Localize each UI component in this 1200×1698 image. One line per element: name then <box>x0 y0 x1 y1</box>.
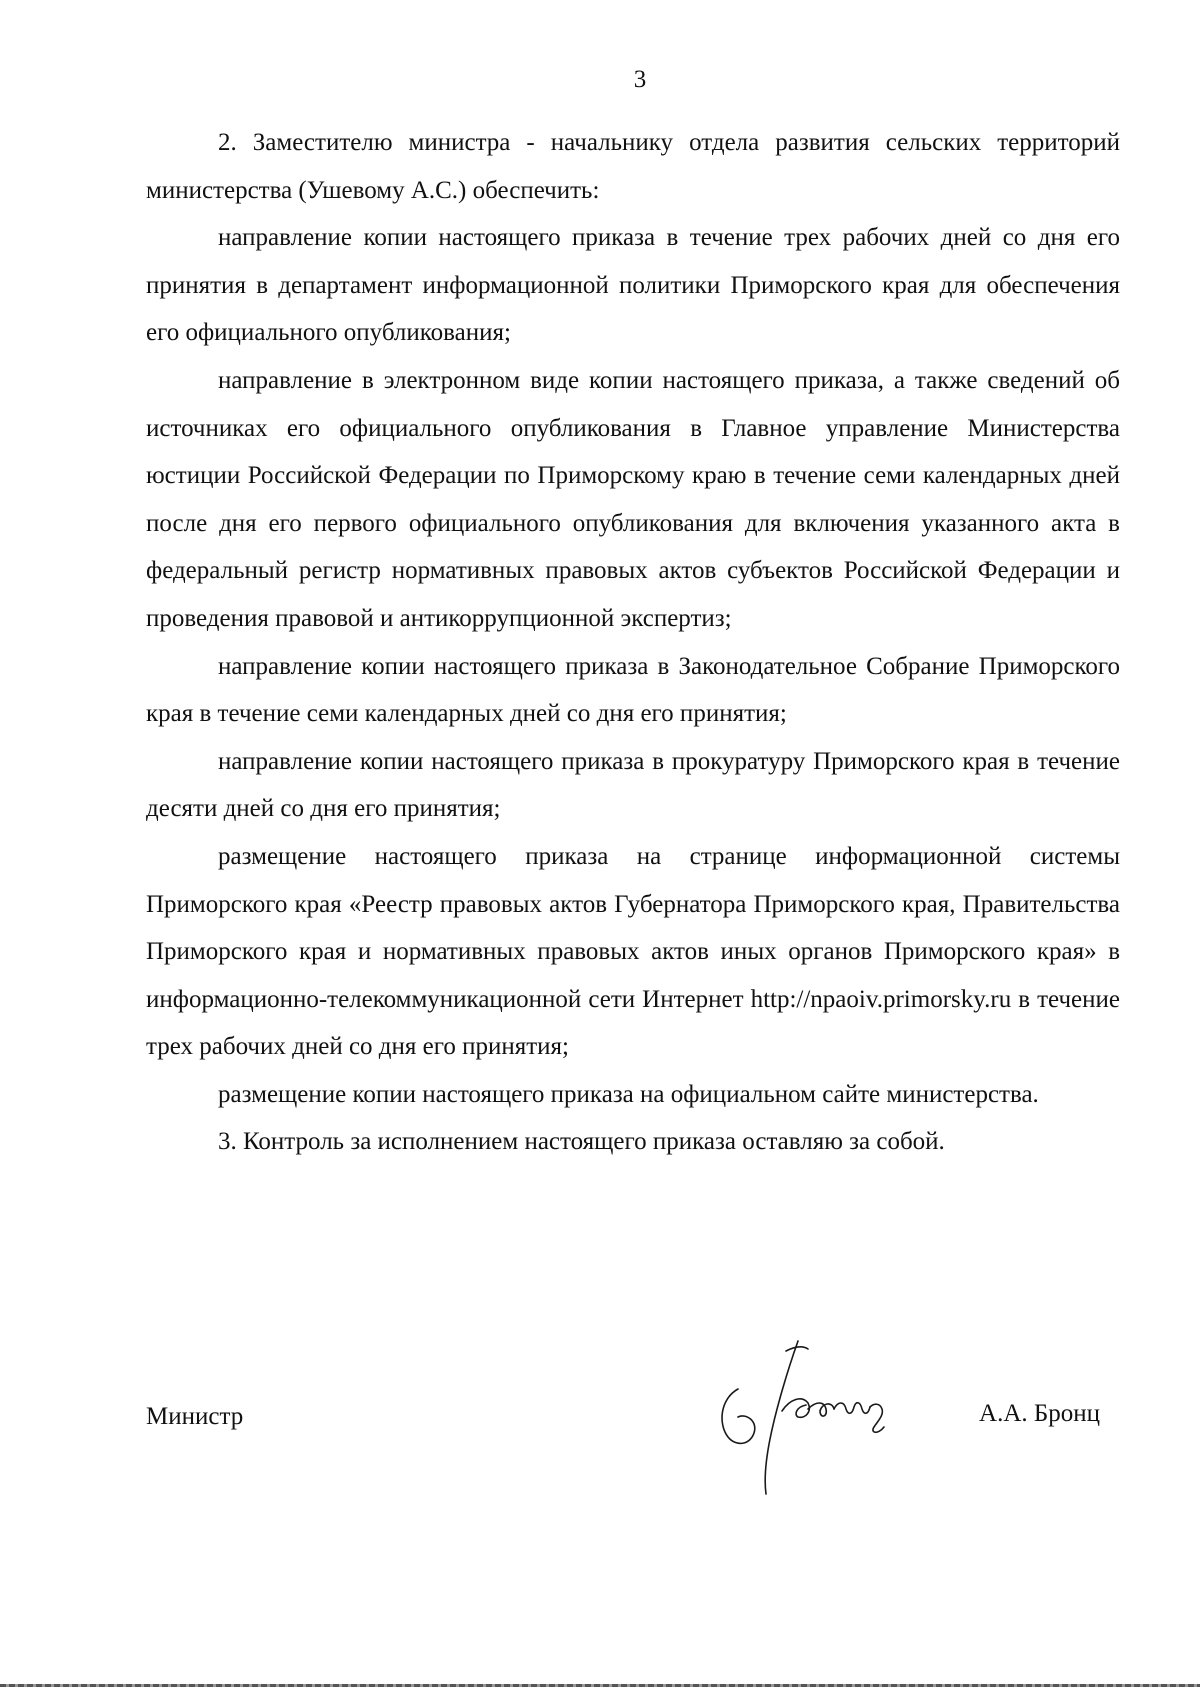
page-number: 3 <box>633 66 647 93</box>
paragraph-registry-publication: размещение настоящего приказа на странице информационной системы Приморского края «Реестр правовых актов Губернатора Приморского края, Правительства Приморского края и нормативных правовых актов иных органов Приморского края» в информационно-телекоммуникационной сети Интернет http://npaoiv.primorsky.ru в течение трех рабочих дней со дня его принятия; <box>146 842 1120 1061</box>
paragraph-send-to-prosecutor: направление копии настоящего приказа в прокуратуру Приморского края в течение десяти дней со дня его принятия; <box>146 747 1120 823</box>
document-body <box>146 119 1120 1166</box>
signatory-title: Министр <box>146 1403 244 1430</box>
handwritten-signature-icon <box>698 1329 948 1499</box>
paragraph-send-to-info-department: направление копии настоящего приказа в течение трех рабочих дней со дня его принятия в департамент информационной политики Приморского края для обеспечения его официального опубликования; <box>146 224 1120 347</box>
paragraph-website-publication: размещение копии настоящего приказа на официальном сайте министерства. <box>218 1080 1039 1108</box>
signatory-name: А.А. Бронц <box>979 1400 1100 1427</box>
paragraph-send-to-legislative-assembly: направление копии настоящего приказа в Законодательное Собрание Приморского края в течение семи календарных дней со дня его принятия; <box>146 652 1120 728</box>
paragraph-send-to-justice-ministry: направление в электронном виде копии настоящего приказа, а также сведений об источниках его официального опубликования в Главное управление Министерства юстиции Российской Федерации по Приморскому краю в течение семи календарных дней после дня его первого официального опубликования для включения указанного акта в федеральный регистр нормативных правовых актов субъектов Российской Федерации и проведения правовой и антикоррупционной экспертиз; <box>146 366 1120 632</box>
paragraph-clause-2: 2. Заместителю министра - начальнику отдела развития сельских территорий министерства (Ушевому А.С.) обеспечить: <box>146 129 1120 204</box>
scan-bottom-edge <box>0 1684 1200 1687</box>
paragraph-clause-3: 3. Контроль за исполнением настоящего приказа оставляю за собой. <box>218 1128 945 1156</box>
signature-block <box>146 1375 1120 1485</box>
